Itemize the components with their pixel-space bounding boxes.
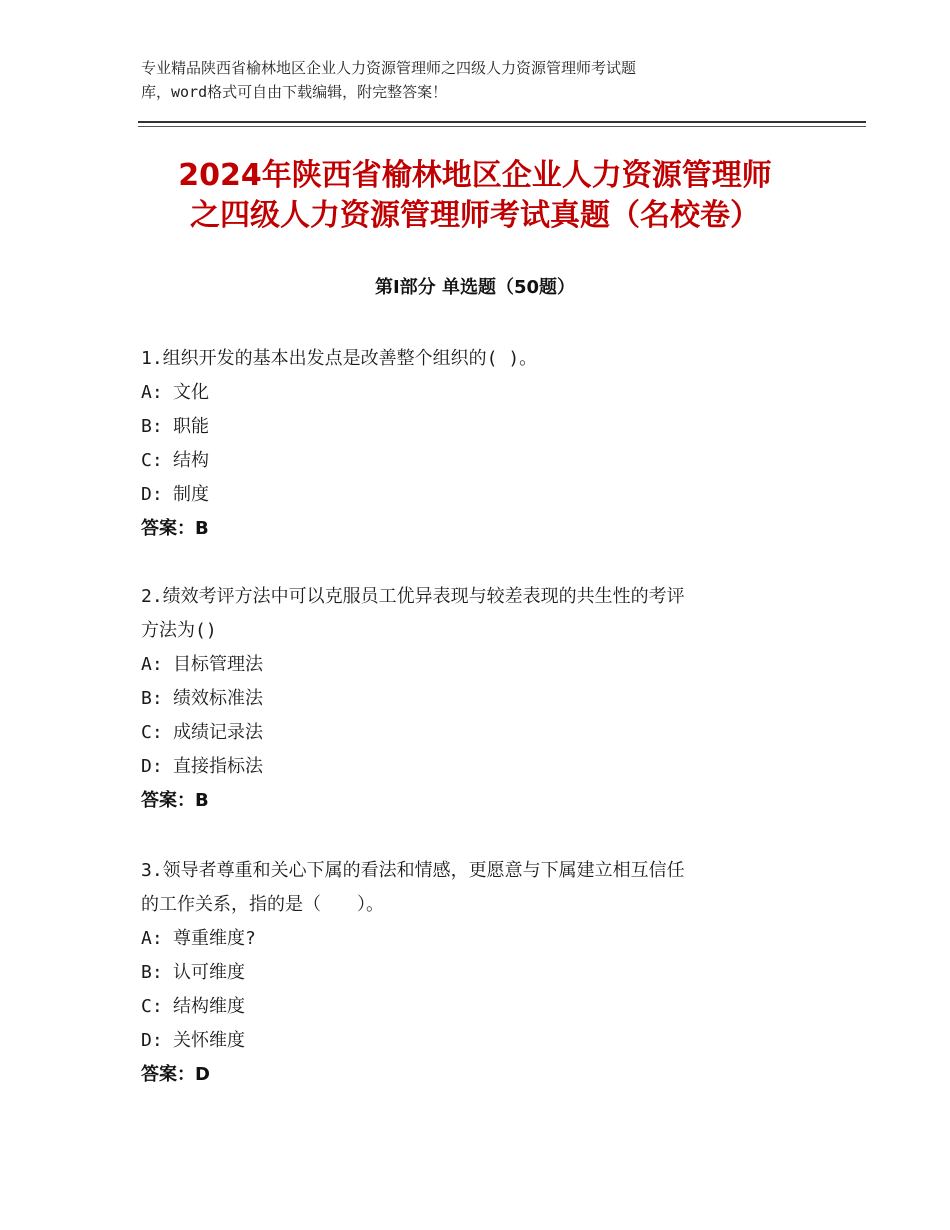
document-title-line-1: 2024年陕西省榆林地区企业人力资源管理师	[178, 158, 772, 193]
header-note-line-2: 库，word格式可自由下载编辑，附完整答案！	[141, 83, 448, 101]
option-letter: D:	[141, 756, 163, 777]
option-letter: B:	[141, 688, 163, 709]
option-letter: C:	[141, 996, 163, 1017]
option-d	[141, 478, 821, 512]
option-a	[141, 376, 821, 410]
header-divider-thin	[138, 126, 866, 127]
option-letter: B:	[141, 962, 163, 983]
option-c	[141, 444, 821, 478]
document-title-line-2: 之四级人力资源管理师考试真题（名校卷）	[190, 198, 760, 233]
answer-line: 答案：D	[141, 1064, 210, 1085]
section-title: 第Ⅰ部分 单选题（50题）	[374, 277, 575, 298]
option-text: 结构	[173, 450, 209, 471]
option-d	[141, 750, 821, 784]
option-text: 制度	[173, 484, 209, 505]
question-3	[141, 854, 821, 1092]
option-text: 文化	[173, 382, 209, 403]
option-d	[141, 1024, 821, 1058]
question-stem: 1.组织开发的基本出发点是改善整个组织的( )。	[141, 348, 538, 369]
answer-line: 答案：B	[141, 518, 209, 539]
option-text: 职能	[173, 416, 209, 437]
option-letter: C:	[141, 450, 163, 471]
option-a	[141, 922, 821, 956]
option-b	[141, 410, 821, 444]
option-text: 直接指标法	[173, 756, 263, 777]
option-b	[141, 956, 821, 990]
option-c	[141, 716, 821, 750]
question-1	[141, 342, 821, 546]
option-a	[141, 648, 821, 682]
option-text: 认可维度	[173, 962, 245, 983]
option-b	[141, 682, 821, 716]
header-note	[141, 56, 841, 104]
question-stem-line-1: 3.领导者尊重和关心下属的看法和情感，更愿意与下属建立相互信任	[141, 860, 685, 881]
option-c	[141, 990, 821, 1024]
option-letter: D:	[141, 484, 163, 505]
answer-line: 答案：B	[141, 790, 209, 811]
option-text: 尊重维度?	[173, 928, 256, 949]
header-divider-thick	[138, 121, 866, 123]
option-letter: C:	[141, 722, 163, 743]
option-letter: B:	[141, 416, 163, 437]
question-stem-line-1: 2.绩效考评方法中可以克服员工优异表现与较差表现的共生性的考评	[141, 586, 685, 607]
option-text: 成绩记录法	[173, 722, 263, 743]
option-letter: A:	[141, 382, 163, 403]
question-2	[141, 580, 821, 818]
option-text: 关怀维度	[173, 1030, 245, 1051]
option-letter: A:	[141, 928, 163, 949]
question-stem-line-2: 方法为()	[141, 620, 217, 641]
question-stem-line-2: 的工作关系，指的是（ ）。	[141, 894, 384, 915]
option-letter: D:	[141, 1030, 163, 1051]
header-note-line-1: 专业精品陕西省榆林地区企业人力资源管理师之四级人力资源管理师考试题	[141, 59, 637, 77]
option-letter: A:	[141, 654, 163, 675]
option-text: 结构维度	[173, 996, 245, 1017]
option-text: 绩效标准法	[173, 688, 263, 709]
document-title	[100, 156, 850, 236]
option-text: 目标管理法	[173, 654, 263, 675]
